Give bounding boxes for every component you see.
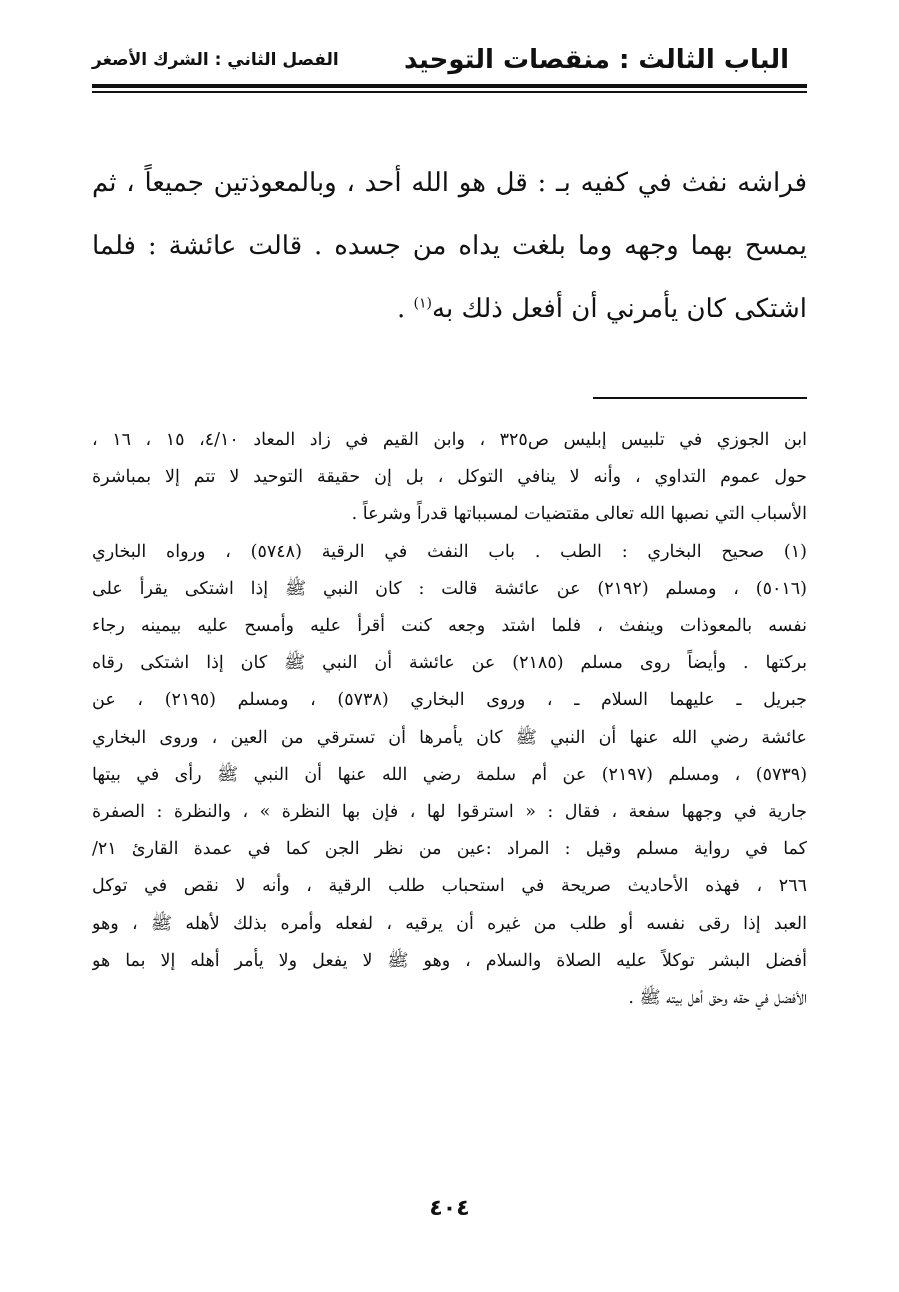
main-line-2: يمسح بهما وجهه وما بلغت يداه من جسده . قالت عائشة : فلما xyxy=(92,231,807,261)
main-line-1: فراشه نفث في كفيه بـ : قل هو الله أحد ، وبالمعوذتين جميعاً ، ثم xyxy=(92,168,807,198)
footnote-reference[interactable]: (١) xyxy=(413,295,432,312)
footnote-line: نفسه بالمعوذات وينفث ، فلما اشتد وجعه كنت أقرأ عليه وأمسح عليه بيمينه رجاء xyxy=(92,616,807,637)
footnote-separator xyxy=(593,397,807,399)
header-rule-thick xyxy=(92,84,807,88)
footnote-line: جبريل ـ عليهما السلام ـ ، وروى البخاري (٥٧٣٨) ، ومسلم (٢١٩٥) ، عن xyxy=(92,690,807,711)
page-number: ٤٠٤ xyxy=(429,1196,470,1221)
footnote-line: جارية في وجهها سفعة ، فقال : « استرقوا لها ، فإن بها النظرة » ، والنظرة : الصفرة xyxy=(92,802,807,823)
running-header xyxy=(92,38,789,82)
main-closing: . xyxy=(397,294,414,324)
main-paragraph xyxy=(92,152,807,341)
footnote-line: حول عموم التداوي ، وأنه لا ينافي التوكل ، بل إن حقيقة التوحيد لا تتم إلا بمباشرة xyxy=(92,467,807,488)
footnote-line: العبد إذا رقى نفسه أو طلب من غيره أن يرقيه ، لفعله وأمره بذلك لأهله ﷺ ، وهو xyxy=(92,913,807,934)
footnote-line: كما في رواية مسلم وقيل : المراد :عين من نظر الجن كما في عمدة القارئ ٢١/ xyxy=(92,839,807,860)
footnote-line: (٥٧٣٩) ، ومسلم (٢١٩٧) عن أم سلمة رضي الله عنها أن النبي ﷺ رأى في بيتها xyxy=(92,764,807,785)
footnote-line: الأسباب التي نصبها الله تعالى مقتضيات لمسبباتها قدراً وشرعاً . xyxy=(351,504,807,525)
main-line-3-text: اشتكى كان يأمرني أن أفعل ذلك به xyxy=(432,294,807,324)
chapter-title: الباب الثالث : منقصات التوحيد xyxy=(403,45,789,75)
footnote-line: (١) صحيح البخاري : الطب . باب النفث في الرقية (٥٧٤٨) ، ورواه البخاري xyxy=(92,541,807,562)
footnotes xyxy=(92,422,807,1017)
footnote-line: أفضل البشر توكلاً عليه الصلاة والسلام ، وهو ﷺ لا يفعل ولا يأمر أهله إلا بما هو xyxy=(92,950,807,971)
footnote-line: بركتها . وأيضاً روى مسلم (٢١٨٥) عن عائشة أن النبي ﷺ كان إذا اشتكى رقاه xyxy=(92,653,807,674)
main-line-3 xyxy=(92,278,807,341)
footnote-line: الأفضل في حقه وحق أهل بيته ﷺ . xyxy=(628,988,807,1009)
footnote-line: (٥٠١٦) ، ومسلم (٢١٩٢) عن عائشة قالت : كان النبي ﷺ إذا اشتكى يقرأ على xyxy=(92,578,807,599)
footnote-line: ٢٦٦ ، فهذه الأحاديث صريحة في استحباب طلب الرقية ، وأنه لا نقص في توكل xyxy=(92,876,807,897)
header-rule-thin xyxy=(92,91,807,93)
footnote-line: عائشة رضي الله عنها أن النبي ﷺ كان يأمرها أن تسترقي من العين ، وروى البخاري xyxy=(92,727,807,748)
footnote-line: ابن الجوزي في تلبيس إبليس ص٣٢٥ ، وابن القيم في زاد المعاد ٤/١٠، ١٥ ، ١٦ ، xyxy=(92,430,807,450)
main-text xyxy=(92,152,807,341)
section-title: الفصل الثاني : الشرك الأصغر xyxy=(92,50,339,70)
